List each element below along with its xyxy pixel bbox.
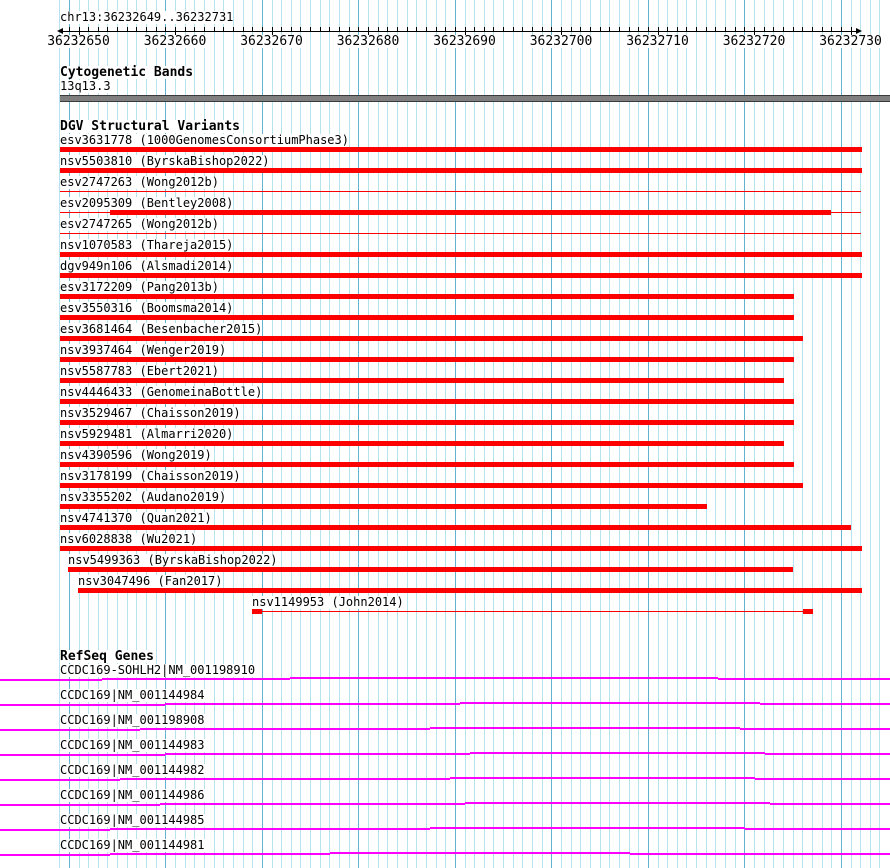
variant-label[interactable]: esv3631778 (1000GenomesConsortiumPhase3) (60, 133, 349, 147)
ruler-tick-minor (310, 27, 311, 31)
gridline (793, 0, 794, 868)
cytoband-header: Cytogenetic Bands (60, 65, 194, 80)
ruler-tick-minor (793, 27, 794, 31)
gridline (281, 0, 282, 868)
ruler-tick-minor (706, 27, 707, 31)
gridline (696, 0, 697, 868)
gridline (686, 0, 687, 868)
gridline (339, 0, 340, 868)
gridline (812, 0, 813, 868)
gridline (368, 0, 369, 868)
ruler-tick-minor (609, 27, 610, 31)
gridline (744, 0, 745, 868)
cytoband-bar[interactable] (60, 95, 890, 102)
gene-line-segment[interactable] (0, 679, 102, 681)
refseq-header: RefSeq Genes (60, 649, 154, 664)
gridline (455, 0, 456, 868)
variant-label[interactable]: esv2095309 (Bentley2008) (60, 196, 234, 210)
ruler-tick-minor (658, 27, 659, 31)
ruler-tick-minor (638, 27, 639, 31)
gene-line-segment[interactable] (430, 727, 740, 729)
cytoband-label[interactable]: 13q13.3 (60, 79, 111, 93)
ruler-tick-minor (281, 27, 282, 31)
variant-label[interactable]: esv3550316 (Boomsma2014) (60, 301, 234, 315)
gridline (667, 0, 668, 868)
gene-label[interactable]: CCDC169|NM_001144984 (60, 688, 205, 702)
gene-line-segment[interactable] (160, 803, 465, 805)
gridline (465, 0, 466, 868)
gene-line-segment[interactable] (110, 828, 430, 830)
gridline (706, 0, 707, 868)
gridline (320, 0, 321, 868)
gene-line-segment[interactable] (465, 802, 770, 804)
gene-line-segment[interactable] (770, 803, 890, 805)
variant-label[interactable]: dgv949n106 (Alsmadi2014) (60, 259, 234, 273)
gene-line-segment[interactable] (745, 828, 890, 830)
ruler-label: 36232670 (240, 34, 303, 49)
ruler-tick-minor (445, 27, 446, 31)
variant-label[interactable]: nsv3355202 (Audano2019) (60, 490, 227, 504)
ruler-label: 36232660 (143, 34, 207, 49)
gridline (725, 0, 726, 868)
gridline (416, 0, 417, 868)
gridline (329, 0, 330, 868)
ruler-tick-minor (416, 27, 417, 31)
ruler-tick-minor (407, 27, 408, 31)
gridline (629, 0, 630, 868)
ruler-tick-minor (590, 27, 591, 31)
gridline (571, 0, 572, 868)
ruler-tick-minor (436, 27, 437, 31)
gridline (426, 0, 427, 868)
gridline (272, 0, 273, 868)
gene-line-segment[interactable] (0, 804, 160, 806)
variant-bar[interactable] (60, 315, 794, 320)
ruler-tick-minor (493, 27, 494, 31)
ruler-tick-minor (715, 27, 716, 31)
ruler-tick-minor (349, 27, 350, 31)
ruler-tick-minor (223, 27, 224, 31)
gridline (484, 0, 485, 868)
gridline (387, 0, 388, 868)
gene-line-segment[interactable] (755, 778, 890, 780)
ruler-tick-minor (252, 27, 253, 31)
ruler-tick-minor (185, 27, 186, 31)
gene-line-segment[interactable] (0, 729, 140, 731)
region-title: chr13:36232649..36232731 (60, 10, 234, 24)
variant-bar[interactable] (252, 609, 262, 614)
variant-bar[interactable] (60, 357, 794, 362)
ruler-tick-minor (329, 27, 330, 31)
ruler-tick-minor (233, 27, 234, 31)
ruler-tick-minor (368, 27, 369, 31)
ruler-tick-minor (522, 27, 523, 31)
ruler-label: 36232690 (433, 34, 496, 49)
gene-label[interactable]: CCDC169|NM_001144981 (60, 838, 205, 852)
variant-bar[interactable] (60, 441, 784, 446)
ruler-tick-minor (561, 27, 562, 31)
gridline (658, 0, 659, 868)
ruler-tick-minor (513, 27, 514, 31)
gridline (802, 0, 803, 868)
variant-bar[interactable] (60, 525, 851, 530)
gene-label[interactable]: CCDC169|NM_001144982 (60, 763, 205, 777)
variant-label[interactable]: nsv3937464 (Wenger2019) (60, 343, 227, 357)
ruler-tick-minor (272, 27, 273, 31)
gridline (783, 0, 784, 868)
variant-bar[interactable] (60, 233, 861, 234)
ruler-tick-minor (358, 27, 359, 31)
ruler-tick-minor (773, 27, 774, 31)
ruler-tick-minor (822, 27, 823, 31)
variant-bar[interactable] (803, 609, 813, 614)
gene-line-segment[interactable] (290, 677, 718, 679)
ruler-tick-minor (677, 27, 678, 31)
variant-bar[interactable] (60, 336, 803, 341)
variant-label[interactable]: esv3172209 (Pang2013b) (60, 280, 219, 294)
variant-label[interactable]: nsv6028838 (Wu2021) (60, 532, 198, 546)
gridline (851, 0, 852, 868)
ruler-tick-minor (146, 27, 147, 31)
gene-line-segment[interactable] (740, 728, 890, 730)
ruler-tick-minor (764, 27, 765, 31)
variant-bar[interactable] (60, 294, 794, 299)
gene-label[interactable]: CCDC169-SOHLH2|NM_001198910 (60, 663, 256, 677)
ruler-tick-minor (69, 27, 70, 31)
ruler-tick-minor (696, 27, 697, 31)
gridline (609, 0, 610, 868)
ruler-tick-minor (783, 27, 784, 31)
variant-bar[interactable] (60, 212, 110, 213)
variant-bar[interactable] (60, 483, 803, 488)
variant-bar[interactable] (78, 588, 862, 593)
gridline (580, 0, 581, 868)
gridline (493, 0, 494, 868)
ruler-tick-minor (648, 27, 649, 31)
gridline (474, 0, 475, 868)
variant-label[interactable]: nsv5499363 (ByrskaBishop2022) (68, 553, 278, 567)
ruler-tick-minor (194, 27, 195, 31)
gene-line-segment[interactable] (760, 703, 890, 705)
gene-line-segment[interactable] (102, 678, 290, 680)
variant-bar[interactable] (60, 147, 862, 152)
ruler-tick-minor (735, 27, 736, 31)
ruler-line (60, 31, 860, 32)
variant-label[interactable]: nsv1149953 (John2014) (252, 595, 404, 609)
variant-label[interactable]: nsv5587783 (Ebert2021) (60, 364, 219, 378)
gridline (291, 0, 292, 868)
gridline (773, 0, 774, 868)
ruler-tick-minor (600, 27, 601, 31)
ruler-tick-minor (686, 27, 687, 31)
variant-bar[interactable] (60, 420, 794, 425)
gridline (822, 0, 823, 868)
variant-bar[interactable] (60, 399, 794, 404)
gridline (252, 0, 253, 868)
gridline (243, 0, 244, 868)
gridline (551, 0, 552, 868)
ruler-tick-minor (156, 27, 157, 31)
variant-label[interactable]: nsv4741370 (Quan2021) (60, 511, 212, 525)
ruler-tick-minor (532, 27, 533, 31)
gridline (503, 0, 504, 868)
ruler-tick-minor (426, 27, 427, 31)
gene-line-segment[interactable] (718, 678, 890, 680)
variant-bar[interactable] (60, 462, 794, 467)
ruler-label: 36232680 (336, 34, 400, 49)
gridline (860, 0, 861, 868)
gridline (638, 0, 639, 868)
gene-label[interactable]: CCDC169|NM_001144986 (60, 788, 205, 802)
ruler-label: 36232700 (529, 34, 593, 49)
gene-line-segment[interactable] (0, 779, 120, 781)
variant-label[interactable]: esv3681464 (Besenbacher2015) (60, 322, 263, 336)
gene-line-segment[interactable] (460, 702, 760, 704)
gene-line-segment[interactable] (140, 728, 430, 730)
gridline (841, 0, 842, 868)
ruler-tick-minor (136, 27, 137, 31)
gene-line-segment[interactable] (0, 829, 110, 831)
gene-line-segment[interactable] (430, 827, 745, 829)
ruler-tick-minor (397, 27, 398, 31)
ruler-tick-minor (175, 27, 176, 31)
gene-line-segment[interactable] (165, 753, 470, 755)
ruler-tick-minor (378, 27, 379, 31)
ruler-tick-minor (629, 27, 630, 31)
ruler-tick-minor (165, 27, 166, 31)
ruler-tick-minor (851, 27, 852, 31)
ruler-tick-minor (802, 27, 803, 31)
gene-line-segment[interactable] (630, 853, 890, 855)
ruler-tick-minor (725, 27, 726, 31)
ruler-tick-minor (484, 27, 485, 31)
ruler-tick-minor (243, 27, 244, 31)
variant-bar[interactable] (262, 611, 803, 612)
variant-bar[interactable] (831, 212, 861, 213)
gridline (513, 0, 514, 868)
ruler-label: 36232710 (626, 34, 689, 49)
gridline (300, 0, 301, 868)
ruler-tick-minor (580, 27, 581, 31)
variant-bar[interactable] (60, 191, 861, 192)
gridline (715, 0, 716, 868)
gene-label[interactable]: CCDC169|NM_001144983 (60, 738, 205, 752)
variant-label[interactable]: nsv4446433 (GenomeinaBottle) (60, 385, 263, 399)
ruler-tick-minor (465, 27, 466, 31)
ruler-tick-minor (88, 27, 89, 31)
variant-label[interactable]: nsv3529467 (Chaisson2019) (60, 406, 241, 420)
gene-label[interactable]: CCDC169|NM_001144985 (60, 813, 205, 827)
ruler-tick-minor (571, 27, 572, 31)
ruler-tick-minor (551, 27, 552, 31)
gene-line-segment[interactable] (110, 853, 330, 855)
ruler-tick-minor (204, 27, 205, 31)
gridline (522, 0, 523, 868)
ruler-tick-minor (812, 27, 813, 31)
variant-label[interactable]: nsv5929481 (Almarri2020) (60, 427, 234, 441)
ruler-label: 36232720 (722, 34, 786, 49)
ruler-label: 36232650 (47, 34, 110, 49)
ruler-tick-minor (291, 27, 292, 31)
gene-line-segment[interactable] (330, 852, 630, 854)
ruler-tick-minor (619, 27, 620, 31)
gridline (561, 0, 562, 868)
gene-line-segment[interactable] (765, 753, 890, 755)
gene-label[interactable]: CCDC169|NM_001198908 (60, 713, 205, 727)
ruler-tick-minor (117, 27, 118, 31)
gridline (445, 0, 446, 868)
variant-label[interactable]: nsv3047496 (Fan2017) (78, 574, 223, 588)
ruler-tick-minor (79, 27, 80, 31)
gridline (349, 0, 350, 868)
gene-line-segment[interactable] (120, 778, 450, 780)
gridline (397, 0, 398, 868)
gridline (358, 0, 359, 868)
ruler-tick-minor (542, 27, 543, 31)
gene-line-segment[interactable] (470, 752, 765, 754)
ruler-tick-minor (300, 27, 301, 31)
ruler-tick-minor (744, 27, 745, 31)
gridline (436, 0, 437, 868)
ruler-label: 36232730 (819, 34, 882, 49)
variant-bar[interactable] (60, 273, 862, 278)
ruler-tick-minor (127, 27, 128, 31)
gridline (600, 0, 601, 868)
variant-bar[interactable] (60, 168, 862, 173)
gridline (262, 0, 263, 868)
gridline (648, 0, 649, 868)
ruler-tick-minor (754, 27, 755, 31)
gridline (310, 0, 311, 868)
variant-label[interactable]: nsv3178199 (Chaisson2019) (60, 469, 241, 483)
ruler-tick-minor (667, 27, 668, 31)
gridline (735, 0, 736, 868)
gridline (677, 0, 678, 868)
ruler-tick-minor (107, 27, 108, 31)
ruler-tick-minor (455, 27, 456, 31)
gridline (378, 0, 379, 868)
variant-bar[interactable] (68, 567, 793, 572)
variant-label[interactable]: nsv1070583 (Thareja2015) (60, 238, 234, 252)
gridline (532, 0, 533, 868)
ruler-tick-minor (387, 27, 388, 31)
gene-line-segment[interactable] (0, 854, 110, 856)
gridline (831, 0, 832, 868)
ruler-tick-minor (841, 27, 842, 31)
ruler-tick-minor (320, 27, 321, 31)
variant-label[interactable]: esv2747263 (Wong2012b) (60, 175, 219, 189)
gridline (870, 0, 871, 868)
ruler-tick-minor (98, 27, 99, 31)
gridline (619, 0, 620, 868)
gridline (764, 0, 765, 868)
gene-line-segment[interactable] (0, 754, 165, 756)
variant-bar[interactable] (60, 378, 784, 383)
gridline (542, 0, 543, 868)
gridline (754, 0, 755, 868)
gene-line-segment[interactable] (450, 777, 755, 779)
variant-bar[interactable] (60, 252, 862, 257)
variant-bar[interactable] (60, 504, 707, 509)
ruler-tick-minor (831, 27, 832, 31)
gene-line-segment[interactable] (0, 704, 165, 706)
ruler-tick-minor (503, 27, 504, 31)
gridline (590, 0, 591, 868)
gridline (879, 0, 880, 868)
variant-label[interactable]: nsv4390596 (Wong2019) (60, 448, 212, 462)
variant-label[interactable]: nsv5503810 (ByrskaBishop2022) (60, 154, 270, 168)
ruler-tick-minor (339, 27, 340, 31)
gridline (407, 0, 408, 868)
gene-line-segment[interactable] (165, 703, 460, 705)
ruler-tick-minor (474, 27, 475, 31)
variant-bar[interactable] (110, 210, 831, 215)
ruler-tick-minor (214, 27, 215, 31)
ruler-tick-minor (262, 27, 263, 31)
dgv-header: DGV Structural Variants (60, 119, 241, 134)
variant-bar[interactable] (60, 546, 862, 551)
variant-label[interactable]: esv2747265 (Wong2012b) (60, 217, 219, 231)
